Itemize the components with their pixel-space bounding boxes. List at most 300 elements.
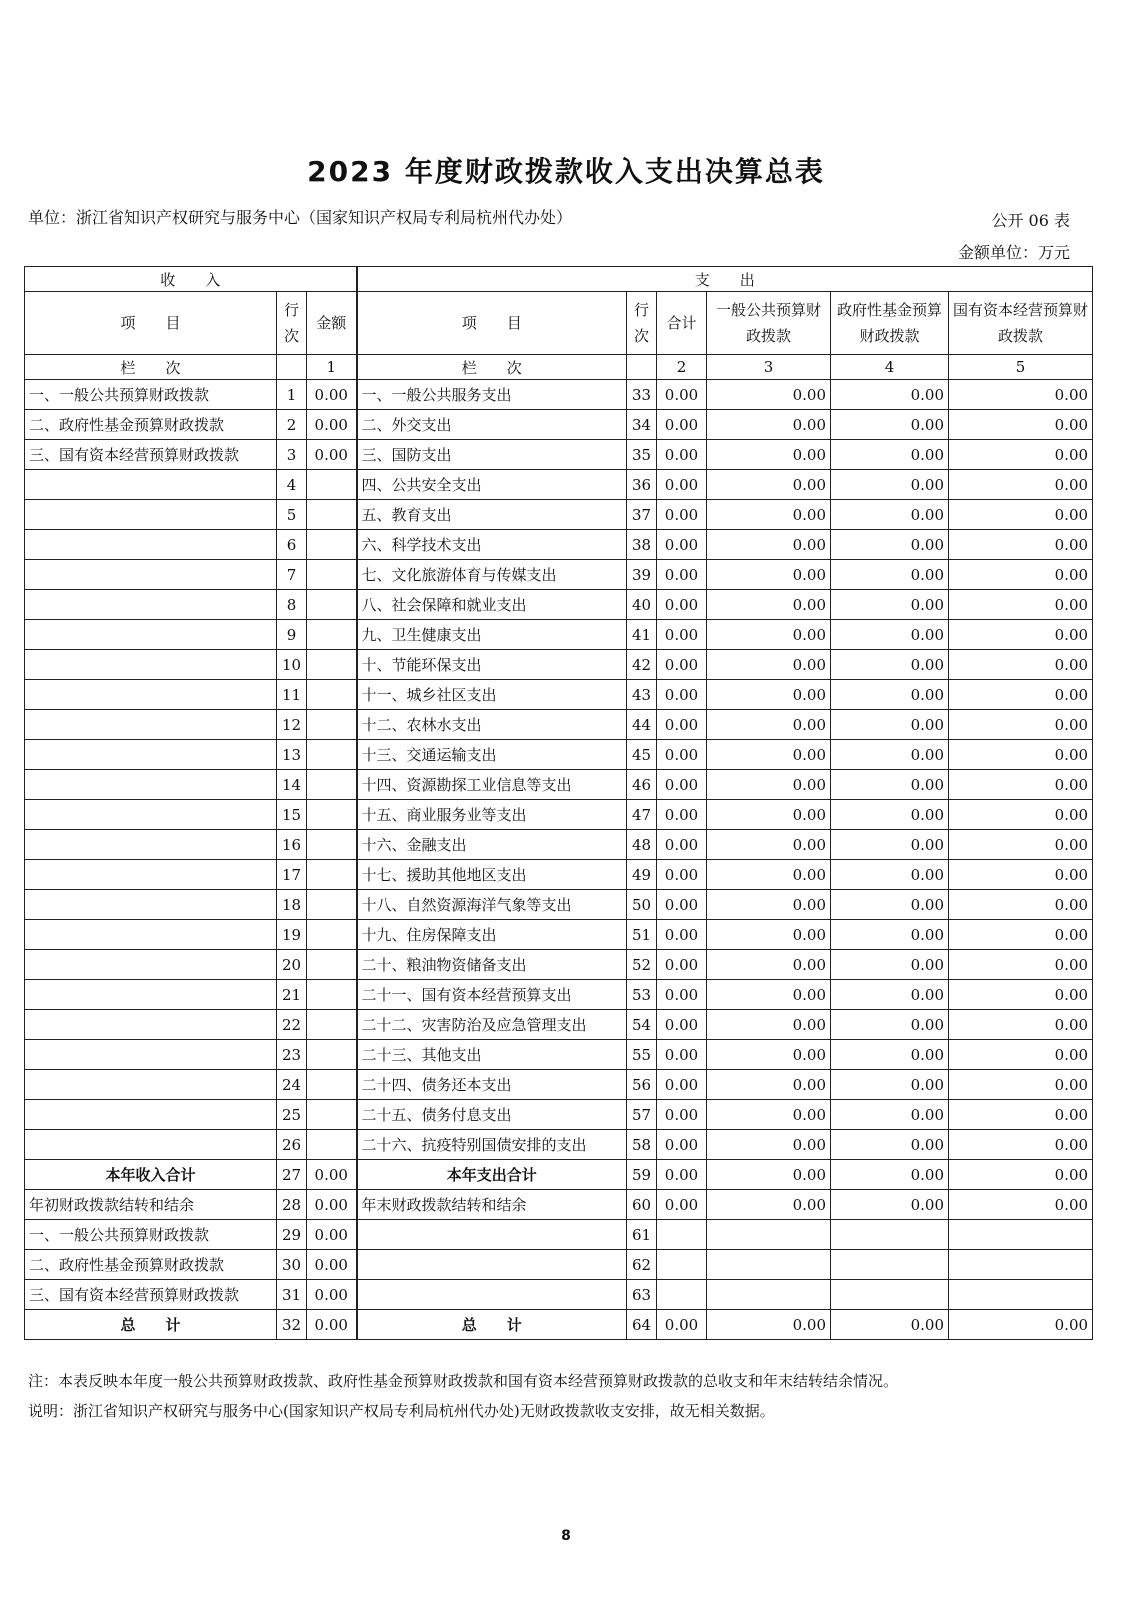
table-row xyxy=(25,860,1093,890)
table-row xyxy=(25,410,1093,440)
income-rowno: 10 xyxy=(277,650,307,680)
expense-total: 0.00 xyxy=(657,980,707,1010)
income-amount xyxy=(307,650,357,680)
state-capital-amount: 0.00 xyxy=(949,860,1093,890)
income-amount xyxy=(307,860,357,890)
income-item xyxy=(25,710,277,740)
general-budget-amount: 0.00 xyxy=(707,590,831,620)
general-budget-amount: 0.00 xyxy=(707,980,831,1010)
expense-rowno: 45 xyxy=(627,740,657,770)
income-item: 本年收入合计 xyxy=(25,1160,277,1190)
state-capital-amount: 0.00 xyxy=(949,440,1093,470)
expense-item-header: 项 目 xyxy=(357,292,627,355)
state-capital-amount: 0.00 xyxy=(949,1160,1093,1190)
income-amount xyxy=(307,920,357,950)
income-amount xyxy=(307,560,357,590)
income-item xyxy=(25,740,277,770)
general-budget-amount: 0.00 xyxy=(707,800,831,830)
expense-item: 八、社会保障和就业支出 xyxy=(357,590,627,620)
state-capital-amount: 0.00 xyxy=(949,1010,1093,1040)
general-budget-amount: 0.00 xyxy=(707,620,831,650)
general-budget-amount: 0.00 xyxy=(707,1160,831,1190)
expense-item: 十八、自然资源海洋气象等支出 xyxy=(357,890,627,920)
income-item xyxy=(25,1010,277,1040)
expense-rowno: 33 xyxy=(627,380,657,410)
table-row xyxy=(25,1310,1093,1340)
state-capital-amount: 0.00 xyxy=(949,530,1093,560)
state-capital-amount: 0.00 xyxy=(949,380,1093,410)
expense-total: 0.00 xyxy=(657,770,707,800)
income-rowno: 27 xyxy=(277,1160,307,1190)
income-item xyxy=(25,830,277,860)
expense-item: 二、外交支出 xyxy=(357,410,627,440)
income-item: 二、政府性基金预算财政拨款 xyxy=(25,1250,277,1280)
income-rowno: 5 xyxy=(277,500,307,530)
income-rowno: 19 xyxy=(277,920,307,950)
income-item xyxy=(25,980,277,1010)
expense-item: 五、教育支出 xyxy=(357,500,627,530)
income-rowno: 13 xyxy=(277,740,307,770)
col2-number: 2 xyxy=(657,355,707,380)
expense-item: 七、文化旅游体育与传媒支出 xyxy=(357,560,627,590)
table-row xyxy=(25,440,1093,470)
income-rowno: 11 xyxy=(277,680,307,710)
expense-rowno: 61 xyxy=(627,1220,657,1250)
general-budget-amount: 0.00 xyxy=(707,410,831,440)
income-rowno: 17 xyxy=(277,860,307,890)
fund-budget-amount: 0.00 xyxy=(831,830,949,860)
income-amount xyxy=(307,680,357,710)
expense-total: 0.00 xyxy=(657,1010,707,1040)
income-amount xyxy=(307,1100,357,1130)
income-rowno: 29 xyxy=(277,1220,307,1250)
income-item xyxy=(25,680,277,710)
state-capital-amount: 0.00 xyxy=(949,680,1093,710)
unit-label: 单位：浙江省知识产权研究与服务中心（国家知识产权局专利局杭州代办处） xyxy=(28,208,573,227)
state-capital-amount: 0.00 xyxy=(949,950,1093,980)
state-capital-amount: 0.00 xyxy=(949,890,1093,920)
expense-rowno: 64 xyxy=(627,1310,657,1340)
income-rowno: 2 xyxy=(277,410,307,440)
fund-budget-amount: 0.00 xyxy=(831,1010,949,1040)
income-rowno: 12 xyxy=(277,710,307,740)
expense-rowno: 57 xyxy=(627,1100,657,1130)
expense-lanci: 栏 次 xyxy=(357,355,627,380)
page-number: 8 xyxy=(561,1528,571,1544)
table-row xyxy=(25,950,1093,980)
income-amount: 0.00 xyxy=(307,1220,357,1250)
income-rowno-header: 行次 xyxy=(277,292,307,355)
expense-item: 二十、粮油物资储备支出 xyxy=(357,950,627,980)
expense-item: 十、节能环保支出 xyxy=(357,650,627,680)
state-capital-amount: 0.00 xyxy=(949,1100,1093,1130)
income-item xyxy=(25,1070,277,1100)
table-row xyxy=(25,680,1093,710)
income-item-header: 项 目 xyxy=(25,292,277,355)
expense-item: 十一、城乡社区支出 xyxy=(357,680,627,710)
expense-total: 0.00 xyxy=(657,1190,707,1220)
expense-item: 二十六、抗疫特别国债安排的支出 xyxy=(357,1130,627,1160)
fund-budget-amount: 0.00 xyxy=(831,770,949,800)
expense-rowno: 43 xyxy=(627,680,657,710)
income-item xyxy=(25,620,277,650)
expense-item xyxy=(357,1280,627,1310)
income-rowno: 15 xyxy=(277,800,307,830)
general-budget-amount: 0.00 xyxy=(707,1040,831,1070)
income-amount xyxy=(307,500,357,530)
general-budget-amount: 0.00 xyxy=(707,470,831,500)
note-2: 说明：浙江省知识产权研究与服务中心(国家知识产权局专利局杭州代办处)无财政拨款收支安排，故无相关数据。 xyxy=(28,1402,775,1420)
income-item: 年初财政拨款结转和结余 xyxy=(25,1190,277,1220)
col5-header: 国有资本经营预算财政拨款 xyxy=(949,292,1093,355)
fund-budget-amount: 0.00 xyxy=(831,1190,949,1220)
expense-item: 十五、商业服务业等支出 xyxy=(357,800,627,830)
expense-rowno: 47 xyxy=(627,800,657,830)
income-rowno: 32 xyxy=(277,1310,307,1340)
fund-budget-amount: 0.00 xyxy=(831,800,949,830)
expense-item: 十九、住房保障支出 xyxy=(357,920,627,950)
state-capital-amount: 0.00 xyxy=(949,1310,1093,1340)
income-rowno: 26 xyxy=(277,1130,307,1160)
table-row xyxy=(25,800,1093,830)
general-budget-amount xyxy=(707,1280,831,1310)
income-rowno: 21 xyxy=(277,980,307,1010)
expense-total: 0.00 xyxy=(657,380,707,410)
income-item xyxy=(25,800,277,830)
general-budget-amount: 0.00 xyxy=(707,650,831,680)
state-capital-amount: 0.00 xyxy=(949,920,1093,950)
expense-item: 四、公共安全支出 xyxy=(357,470,627,500)
income-item xyxy=(25,1130,277,1160)
expense-item: 一、一般公共服务支出 xyxy=(357,380,627,410)
expense-total: 0.00 xyxy=(657,710,707,740)
expense-total: 0.00 xyxy=(657,470,707,500)
fund-budget-amount: 0.00 xyxy=(831,620,949,650)
expense-total: 0.00 xyxy=(657,440,707,470)
expense-total: 0.00 xyxy=(657,650,707,680)
expense-total: 0.00 xyxy=(657,740,707,770)
expense-item: 本年支出合计 xyxy=(357,1160,627,1190)
table-row xyxy=(25,1280,1093,1310)
state-capital-amount: 0.00 xyxy=(949,980,1093,1010)
expense-total: 0.00 xyxy=(657,1160,707,1190)
income-item xyxy=(25,530,277,560)
income-item xyxy=(25,560,277,590)
income-amount: 0.00 xyxy=(307,1190,357,1220)
income-lanci-blank xyxy=(277,355,307,380)
income-rowno: 20 xyxy=(277,950,307,980)
income-amount: 0.00 xyxy=(307,1280,357,1310)
income-item xyxy=(25,890,277,920)
col3-number: 3 xyxy=(707,355,831,380)
income-item xyxy=(25,1100,277,1130)
fund-budget-amount: 0.00 xyxy=(831,650,949,680)
expense-rowno: 59 xyxy=(627,1160,657,1190)
expense-item: 年末财政拨款结转和结余 xyxy=(357,1190,627,1220)
expense-item: 十七、援助其他地区支出 xyxy=(357,860,627,890)
income-rowno: 6 xyxy=(277,530,307,560)
expense-total: 0.00 xyxy=(657,530,707,560)
state-capital-amount: 0.00 xyxy=(949,1070,1093,1100)
expense-total: 0.00 xyxy=(657,890,707,920)
income-item: 三、国有资本经营预算财政拨款 xyxy=(25,440,277,470)
expense-rowno: 53 xyxy=(627,980,657,1010)
fund-budget-amount: 0.00 xyxy=(831,530,949,560)
expense-total: 0.00 xyxy=(657,680,707,710)
general-budget-amount: 0.00 xyxy=(707,920,831,950)
expense-item: 十二、农林水支出 xyxy=(357,710,627,740)
state-capital-amount xyxy=(949,1250,1093,1280)
fund-budget-amount xyxy=(831,1220,949,1250)
state-capital-amount: 0.00 xyxy=(949,1130,1093,1160)
income-rowno: 8 xyxy=(277,590,307,620)
income-amount: 0.00 xyxy=(307,440,357,470)
income-rowno: 14 xyxy=(277,770,307,800)
general-budget-amount: 0.00 xyxy=(707,950,831,980)
income-item xyxy=(25,650,277,680)
fund-budget-amount: 0.00 xyxy=(831,1130,949,1160)
expense-total xyxy=(657,1220,707,1250)
income-amount xyxy=(307,1010,357,1040)
income-amount xyxy=(307,470,357,500)
expense-total: 0.00 xyxy=(657,800,707,830)
expense-rowno: 55 xyxy=(627,1040,657,1070)
general-budget-amount xyxy=(707,1220,831,1250)
fund-budget-amount: 0.00 xyxy=(831,590,949,620)
expense-total: 0.00 xyxy=(657,410,707,440)
income-amount xyxy=(307,830,357,860)
expense-rowno: 41 xyxy=(627,620,657,650)
income-amount: 0.00 xyxy=(307,410,357,440)
expense-total: 0.00 xyxy=(657,590,707,620)
table-row xyxy=(25,830,1093,860)
income-amount: 0.00 xyxy=(307,1250,357,1280)
expense-item: 二十一、国有资本经营预算支出 xyxy=(357,980,627,1010)
income-rowno: 9 xyxy=(277,620,307,650)
table-row xyxy=(25,710,1093,740)
expense-rowno: 56 xyxy=(627,1070,657,1100)
expense-total: 0.00 xyxy=(657,620,707,650)
general-budget-amount: 0.00 xyxy=(707,860,831,890)
income-rowno: 18 xyxy=(277,890,307,920)
general-budget-amount: 0.00 xyxy=(707,440,831,470)
expense-total-header: 合计 xyxy=(657,292,707,355)
income-amount xyxy=(307,1040,357,1070)
state-capital-amount: 0.00 xyxy=(949,470,1093,500)
expense-total xyxy=(657,1250,707,1280)
col3-header: 一般公共预算财政拨款 xyxy=(707,292,831,355)
general-budget-amount: 0.00 xyxy=(707,680,831,710)
state-capital-amount: 0.00 xyxy=(949,500,1093,530)
expense-total xyxy=(657,1280,707,1310)
income-amount xyxy=(307,710,357,740)
fund-budget-amount: 0.00 xyxy=(831,470,949,500)
state-capital-amount: 0.00 xyxy=(949,620,1093,650)
table-row xyxy=(25,1250,1093,1280)
income-rowno: 28 xyxy=(277,1190,307,1220)
table-row xyxy=(25,380,1093,410)
table-row xyxy=(25,890,1093,920)
state-capital-amount xyxy=(949,1220,1093,1250)
header-row-columns xyxy=(25,292,1093,355)
expense-item xyxy=(357,1250,627,1280)
expense-rowno: 34 xyxy=(627,410,657,440)
general-budget-amount: 0.00 xyxy=(707,530,831,560)
general-budget-amount: 0.00 xyxy=(707,560,831,590)
table-row xyxy=(25,530,1093,560)
table-row xyxy=(25,1010,1093,1040)
expense-rowno: 50 xyxy=(627,890,657,920)
income-item xyxy=(25,770,277,800)
expense-rowno: 52 xyxy=(627,950,657,980)
income-rowno: 30 xyxy=(277,1250,307,1280)
state-capital-amount xyxy=(949,1280,1093,1310)
table-row xyxy=(25,590,1093,620)
general-budget-amount: 0.00 xyxy=(707,710,831,740)
income-amount xyxy=(307,1130,357,1160)
expense-item xyxy=(357,1220,627,1250)
expense-item: 十三、交通运输支出 xyxy=(357,740,627,770)
income-item: 一、一般公共预算财政拨款 xyxy=(25,380,277,410)
state-capital-amount: 0.00 xyxy=(949,1190,1093,1220)
expense-item: 十四、资源勘探工业信息等支出 xyxy=(357,770,627,800)
expense-rowno: 39 xyxy=(627,560,657,590)
state-capital-amount: 0.00 xyxy=(949,410,1093,440)
income-rowno: 25 xyxy=(277,1100,307,1130)
fund-budget-amount xyxy=(831,1250,949,1280)
table-row xyxy=(25,470,1093,500)
income-rowno: 31 xyxy=(277,1280,307,1310)
table-row xyxy=(25,1040,1093,1070)
fund-budget-amount: 0.00 xyxy=(831,950,949,980)
expense-rowno: 35 xyxy=(627,440,657,470)
income-rowno: 4 xyxy=(277,470,307,500)
expense-item: 六、科学技术支出 xyxy=(357,530,627,560)
header-row-lanci xyxy=(25,355,1093,380)
fund-budget-amount: 0.00 xyxy=(831,500,949,530)
income-item xyxy=(25,500,277,530)
expense-item: 二十五、债务付息支出 xyxy=(357,1100,627,1130)
fund-budget-amount: 0.00 xyxy=(831,920,949,950)
income-item xyxy=(25,1040,277,1070)
fund-budget-amount: 0.00 xyxy=(831,380,949,410)
page-title: 2023 年度财政拨款收入支出决算总表 xyxy=(307,155,825,188)
income-amount xyxy=(307,950,357,980)
expense-rowno: 49 xyxy=(627,860,657,890)
income-amount xyxy=(307,800,357,830)
note-1: 注：本表反映本年度一般公共预算财政拨款、政府性基金预算财政拨款和国有资本经营预算财政拨款的总收支和年末结转结余情况。 xyxy=(28,1372,899,1390)
income-rowno: 3 xyxy=(277,440,307,470)
table-row xyxy=(25,1070,1093,1100)
budget-table xyxy=(24,266,1093,1340)
income-item xyxy=(25,860,277,890)
state-capital-amount: 0.00 xyxy=(949,830,1093,860)
income-amount-header: 金额 xyxy=(307,292,357,355)
col1-number: 1 xyxy=(307,355,357,380)
income-amount xyxy=(307,980,357,1010)
income-amount xyxy=(307,740,357,770)
fund-budget-amount: 0.00 xyxy=(831,860,949,890)
expense-item: 三、国防支出 xyxy=(357,440,627,470)
income-amount: 0.00 xyxy=(307,1160,357,1190)
income-item xyxy=(25,920,277,950)
col4-number: 4 xyxy=(831,355,949,380)
expense-item: 十六、金融支出 xyxy=(357,830,627,860)
general-budget-amount: 0.00 xyxy=(707,890,831,920)
state-capital-amount: 0.00 xyxy=(949,590,1093,620)
table-row xyxy=(25,1130,1093,1160)
table-row xyxy=(25,740,1093,770)
table-row xyxy=(25,620,1093,650)
fund-budget-amount: 0.00 xyxy=(831,1100,949,1130)
expense-header: 支 出 xyxy=(357,267,1093,292)
income-amount xyxy=(307,620,357,650)
expense-rowno: 54 xyxy=(627,1010,657,1040)
general-budget-amount: 0.00 xyxy=(707,500,831,530)
income-rowno: 24 xyxy=(277,1070,307,1100)
expense-total: 0.00 xyxy=(657,860,707,890)
table-row xyxy=(25,1220,1093,1250)
expense-rowno: 48 xyxy=(627,830,657,860)
income-rowno: 22 xyxy=(277,1010,307,1040)
expense-total: 0.00 xyxy=(657,560,707,590)
income-item: 一、一般公共预算财政拨款 xyxy=(25,1220,277,1250)
income-item xyxy=(25,950,277,980)
income-item xyxy=(25,470,277,500)
state-capital-amount: 0.00 xyxy=(949,650,1093,680)
income-rowno: 23 xyxy=(277,1040,307,1070)
income-amount xyxy=(307,890,357,920)
income-item xyxy=(25,590,277,620)
table-row xyxy=(25,560,1093,590)
expense-total: 0.00 xyxy=(657,1100,707,1130)
income-rowno: 1 xyxy=(277,380,307,410)
money-unit: 金额单位：万元 xyxy=(957,243,1070,262)
table-code: 公开 06 表 xyxy=(991,211,1070,230)
fund-budget-amount: 0.00 xyxy=(831,1160,949,1190)
state-capital-amount: 0.00 xyxy=(949,1040,1093,1070)
fund-budget-amount: 0.00 xyxy=(831,1040,949,1070)
income-rowno: 16 xyxy=(277,830,307,860)
state-capital-amount: 0.00 xyxy=(949,770,1093,800)
income-rowno: 7 xyxy=(277,560,307,590)
expense-lanci-blank xyxy=(627,355,657,380)
general-budget-amount: 0.00 xyxy=(707,1190,831,1220)
expense-rowno: 58 xyxy=(627,1130,657,1160)
expense-rowno: 37 xyxy=(627,500,657,530)
fund-budget-amount: 0.00 xyxy=(831,440,949,470)
table-row xyxy=(25,1160,1093,1190)
general-budget-amount: 0.00 xyxy=(707,1130,831,1160)
expense-item: 二十三、其他支出 xyxy=(357,1040,627,1070)
expense-rowno: 60 xyxy=(627,1190,657,1220)
fund-budget-amount: 0.00 xyxy=(831,1310,949,1340)
general-budget-amount: 0.00 xyxy=(707,1100,831,1130)
table-row xyxy=(25,980,1093,1010)
table-row xyxy=(25,770,1093,800)
col5-number: 5 xyxy=(949,355,1093,380)
table-row xyxy=(25,500,1093,530)
expense-rowno: 51 xyxy=(627,920,657,950)
expense-rowno: 36 xyxy=(627,470,657,500)
income-amount xyxy=(307,590,357,620)
fund-budget-amount: 0.00 xyxy=(831,680,949,710)
expense-total: 0.00 xyxy=(657,1130,707,1160)
expense-rowno: 46 xyxy=(627,770,657,800)
expense-rowno: 62 xyxy=(627,1250,657,1280)
income-amount xyxy=(307,530,357,560)
header-row-group xyxy=(25,267,1093,292)
